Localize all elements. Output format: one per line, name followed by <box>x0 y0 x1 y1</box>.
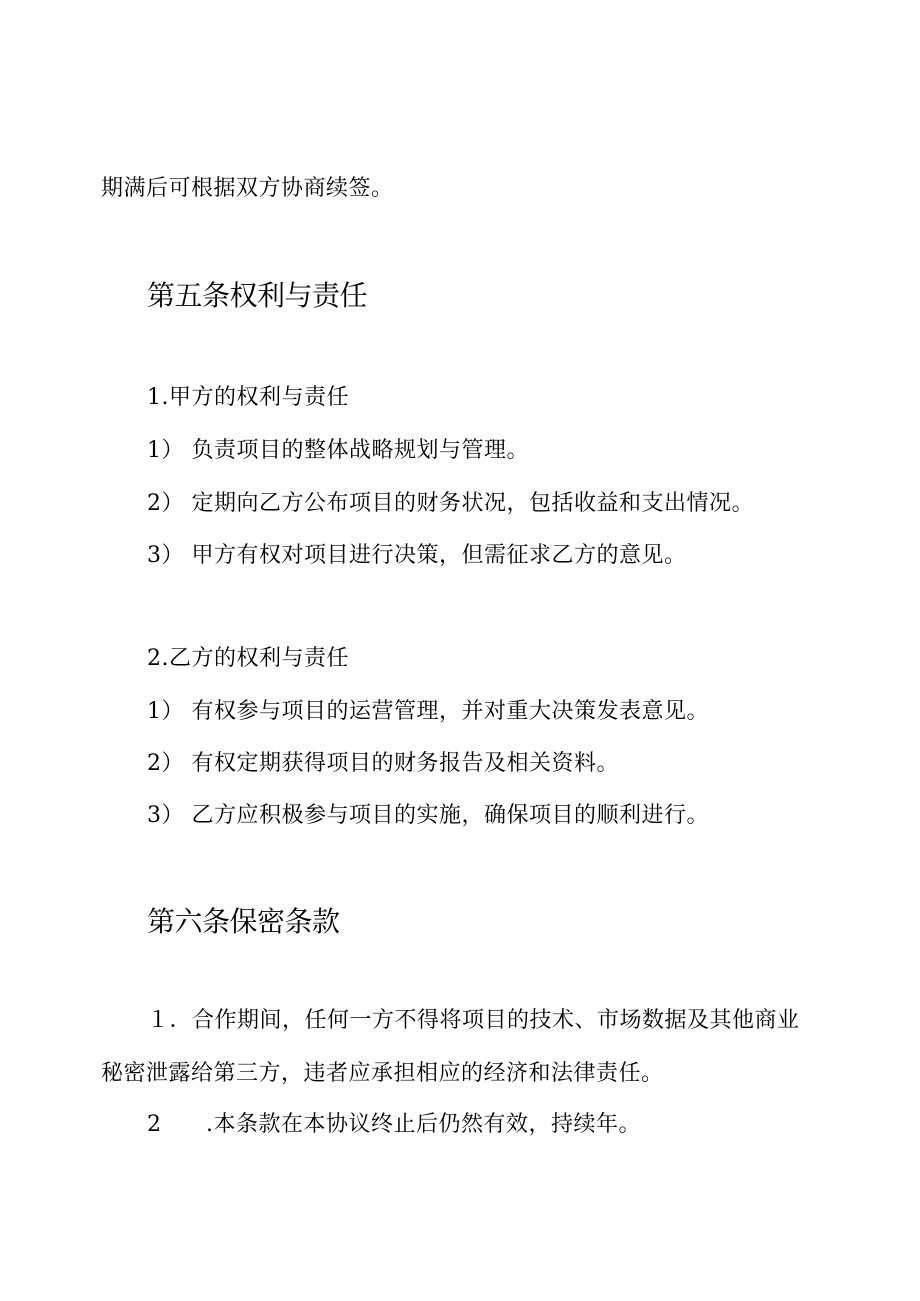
party-a-title: 1.甲方的权利与责任 <box>147 385 349 410</box>
intro-paragraph: 期满后可根据双方协商续签。 <box>101 176 394 201</box>
clause-1-line-1: １．合作期间，任何一方不得将项目的技术、市场数据及其他商业 <box>147 1008 800 1033</box>
party-b-item-1: 1） 有权参与项目的运营管理，并对重大决策发表意见。 <box>147 699 709 724</box>
party-a-item-1: 1） 负责项目的整体战略规划与管理。 <box>147 438 529 463</box>
party-b-title: 2.乙方的权利与责任 <box>147 646 349 671</box>
clause-2-number: 2 <box>147 1112 162 1137</box>
section-5-heading: 第五条权利与责任 <box>147 279 368 312</box>
party-a-item-3: 3） 甲方有权对项目进行决策，但需征求乙方的意见。 <box>147 543 687 568</box>
clause-1-line-2: 秘密泄露给第三方，违者应承担相应的经济和法律责任。 <box>101 1061 664 1086</box>
party-b-item-2: 2） 有权定期获得项目的财务报告及相关资料。 <box>147 751 619 776</box>
clause-2-text: .本条款在本协议终止后仍然有效，持续年。 <box>206 1112 641 1137</box>
party-a-item-2: 2） 定期向乙方公布项目的财务状况，包括收益和支出情况。 <box>147 491 754 516</box>
section-6-heading: 第六条保密条款 <box>147 905 340 938</box>
party-b-item-3: 3） 乙方应积极参与项目的实施，确保项目的顺利进行。 <box>147 803 709 828</box>
